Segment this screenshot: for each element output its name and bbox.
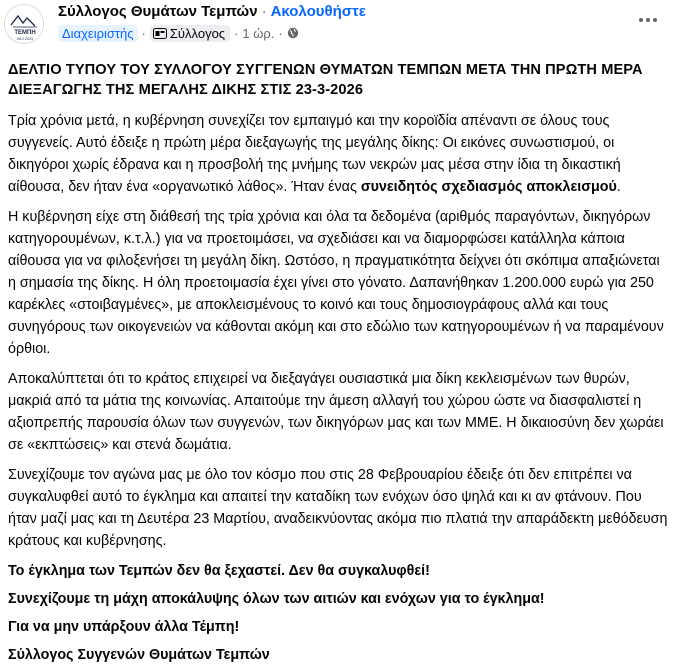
- avatar-text: ΤΕΜΠΗ: [14, 30, 36, 36]
- post-body: [8, 60, 668, 672]
- slogan-2: Συνεχίζουμε τη μάχη αποκάλυψης όλων των αιτιών και ενόχων για το έγκλημα!: [8, 591, 545, 607]
- paragraph-1-emphasis: συνειδητός σχεδιασμός αποκλεισμού: [360, 179, 617, 195]
- signature: Σύλλογος Συγγενών Θυμάτων Τεμπών: [8, 647, 270, 663]
- post-title-line: [58, 3, 366, 21]
- meta-separator: ·: [234, 25, 239, 41]
- post-time-link[interactable]: 1 ώρ.: [242, 25, 275, 41]
- press-release-heading: ΔΕΛΤΙΟ ΤΥΠΟΥ ΤΟΥ ΣΥΛΛΟΓΟΥ ΣΥΓΓΕΝΩΝ ΘΥΜΑΤΩΝ ΤΕΜΠΩΝ ΜΕΤΑ ΤΗΝ ΠΡΩΤΗ ΜΕΡΑ ΔΙΕΞΑΓΩΓΗΣ ΤΗΣ ΜΕΓΑΛΗΣ ΔΙΚΗΣ ΣΤΙΣ 23-3-2026: [8, 62, 643, 98]
- group-icon: [153, 28, 167, 39]
- paragraph-1: [8, 110, 668, 198]
- post-header: [0, 0, 674, 50]
- paragraph-1-text: Τρία χρόνια μετά, η κυβέρνηση συνεχίζει τον εμπαιγμό και την κοροϊδία απέναντι σε όλους τους συγγενείς. Αυτό έδειξε η πρώτη μέρα διεξαγωγής της μεγάλης δίκης: Οι εικόνες συνωστισμού, οι δικηγόροι χωρίς έδρανα και η προσβολή της μνήμης των νεκρών μας μέσα στην ίδια τη δικαστική αίθουσα, δεν ήταν ένα «οργανωτικό λάθος». Ήταν ένας: [8, 113, 621, 195]
- paragraph-3: Αποκαλύπτεται ότι το κράτος επιχειρεί να διεξαγάγει ουσιαστικά μια δίκη κεκλεισμένων των θυρών, μακριά από τα μάτια της κοινωνίας. Απαιτούμε την άμεση αλλαγή του χώρου ώστε να διασφαλιστεί η αξιοπρεπής παρουσία όλων των συγγενών, των δικηγόρων μας και των ΜΜΕ. Η δικαιοσύνη δεν χωράει σε «εκπτώσεις» και στενά δωμάτια.: [8, 371, 664, 453]
- group-badge[interactable]: [150, 25, 230, 42]
- page-name-link[interactable]: Σύλλογος Θυμάτων Τεμπών: [58, 3, 258, 20]
- post-meta: [58, 24, 299, 42]
- globe-icon: [287, 27, 299, 39]
- group-badge-label: Σύλλογος: [169, 25, 226, 41]
- page-avatar[interactable]: [4, 4, 44, 44]
- admin-badge: Διαχειριστής: [58, 25, 138, 42]
- meta-separator: ·: [278, 25, 283, 41]
- meta-separator: ·: [141, 25, 146, 41]
- slogan-1: Το έγκλημα των Τεμπών δεν θα ξεχαστεί. Δεν θα συγκαλυφθεί!: [8, 563, 430, 579]
- paragraph-1-end: .: [616, 179, 621, 195]
- follow-button[interactable]: Ακολουθήστε: [270, 3, 366, 20]
- paragraph-2: Η κυβέρνηση είχε στη διάθεσή της τρία χρόνια και όλα τα δεδομένα (αριθμός παραγόντων, δικηγόρων κατηγορουμένων, κ.τ.λ.) για να προετοιμάσει, να σχεδιάσει και να διαμορφώσει κατάλληλα κάποια αίθουσα για να φιλοξενήσει τη μεγάλη δίκη. Ωστόσο, η πραγματικότητα δείχνει ότι σκόπιμα απαξιώνεται η σημασία της δίκης. Η όλη προετοιμασία έχει γίνει στο γόνατο. Δαπανήθηκαν 1.200.000 ευρώ για 250 καρέκλες «στοιβαγμένες», με αποκλεισμένους το κοινό και τους δημοσιογράφους αλλά και τους συνηγόρους των οικογενειών να κάθονται ακόμη και στο εδώλιο των κατηγορουμένων ή να παραμένουν όρθιοι.: [8, 209, 664, 357]
- post-options-button[interactable]: [636, 8, 660, 32]
- slogan-3: Για να μην υπάρξουν άλλα Τέμπη!: [8, 619, 240, 635]
- more-horizontal-icon: [638, 17, 658, 23]
- paragraph-4: Συνεχίζουμε τον αγώνα μας με όλο τον κόσμο που στις 28 Φεβρουαρίου έδειξε ότι δεν επιτρέπει να συγκαλυφθεί αυτό το έγκλημα και απαιτεί την καταδίκη των ενόχων όσο ψηλά και κι αν φτάνουν. Που ήταν μαζί μας και τη Δευτέρα 23 Μαρτίου, αναδεικνύοντας ακόμα πιο πλατιά την απαράδεκτη μεθόδευση κράτους και κυβέρνησης.: [8, 467, 668, 549]
- avatar-logo-icon: [5, 5, 44, 44]
- avatar-date: 28.2.2023: [17, 37, 33, 41]
- title-separator: ·: [261, 3, 267, 20]
